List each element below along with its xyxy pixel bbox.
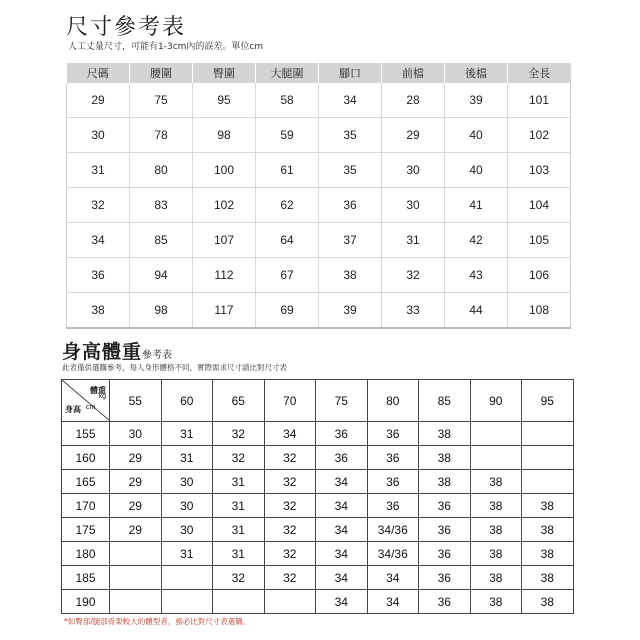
size-recommendation-cell: 32: [264, 566, 316, 590]
size-recommendation-cell: 36: [316, 422, 368, 446]
size-chart-cell: 62: [256, 188, 319, 223]
size-recommendation-cell: 34: [316, 494, 368, 518]
size-recommendation-cell: 32: [264, 542, 316, 566]
size-recommendation-cell: 32: [264, 494, 316, 518]
size-chart-cell: 31: [67, 153, 130, 188]
body-chart-row: [62, 470, 574, 494]
size-recommendation-cell: 32: [264, 518, 316, 542]
size-recommendation-cell: 34: [316, 566, 368, 590]
size-chart-cell: 28: [382, 83, 445, 118]
size-recommendation-cell: 36: [419, 518, 471, 542]
size-recommendation-cell: 36: [367, 494, 419, 518]
size-chart-cell: 32: [67, 188, 130, 223]
size-recommendation-cell: [522, 422, 574, 446]
size-recommendation-cell: 34: [316, 518, 368, 542]
size-chart-cell: 39: [445, 83, 508, 118]
size-chart-cell: 40: [445, 153, 508, 188]
size-chart-cell: 105: [508, 223, 571, 258]
size-recommendation-cell: [470, 422, 522, 446]
size-recommendation-cell: 36: [419, 590, 471, 614]
size-chart-cell: 39: [319, 293, 382, 329]
size-recommendation-cell: 36: [419, 566, 471, 590]
size-chart-row: [67, 83, 571, 118]
weight-header-cell: 80: [367, 380, 419, 422]
size-recommendation-cell: 38: [470, 494, 522, 518]
height-label-cell: 155: [62, 422, 110, 446]
size-chart-cell: 42: [445, 223, 508, 258]
size-chart-cell: 29: [382, 118, 445, 153]
size-recommendation-cell: 36: [316, 446, 368, 470]
size-chart-header-cell: 後檔: [445, 63, 508, 83]
size-chart-header-row: [67, 63, 571, 83]
size-recommendation-cell: 29: [110, 494, 162, 518]
size-recommendation-cell: [110, 590, 162, 614]
size-recommendation-cell: 31: [213, 494, 265, 518]
size-recommendation-cell: 38: [470, 590, 522, 614]
size-chart-header-cell: 前檔: [382, 63, 445, 83]
height-label-cell: 190: [62, 590, 110, 614]
height-label-cell: 175: [62, 518, 110, 542]
weight-header-cell: 65: [213, 380, 265, 422]
size-chart-cell: 104: [508, 188, 571, 223]
size-recommendation-cell: 38: [522, 590, 574, 614]
size-recommendation-cell: 31: [161, 422, 213, 446]
size-recommendation-cell: [470, 446, 522, 470]
body-chart-title-main: 身高體重: [62, 341, 143, 363]
size-chart-header-cell: 腰圍: [130, 63, 193, 83]
size-chart-cell: 38: [67, 293, 130, 329]
body-chart-row: [62, 542, 574, 566]
size-recommendation-cell: 38: [522, 494, 574, 518]
height-label: 身高: [65, 405, 81, 414]
size-chart-cell: 30: [382, 188, 445, 223]
size-chart-cell: 98: [130, 293, 193, 329]
size-chart-cell: 37: [319, 223, 382, 258]
size-recommendation-cell: 34: [264, 422, 316, 446]
size-recommendation-cell: [213, 590, 265, 614]
size-recommendation-cell: 32: [264, 470, 316, 494]
size-chart-cell: 117: [193, 293, 256, 329]
size-chart-cell: 69: [256, 293, 319, 329]
body-chart-row: [62, 590, 574, 614]
weight-header-cell: 55: [110, 380, 162, 422]
body-chart-title: [62, 337, 172, 364]
size-chart-header-cell: 腳口: [319, 63, 382, 83]
size-recommendation-cell: 36: [419, 542, 471, 566]
body-chart-row: [62, 422, 574, 446]
size-recommendation-cell: 31: [161, 542, 213, 566]
size-chart-cell: 30: [67, 118, 130, 153]
size-chart-cell: 32: [382, 258, 445, 293]
size-recommendation-cell: 38: [522, 542, 574, 566]
size-recommendation-cell: 38: [419, 422, 471, 446]
size-chart-cell: 75: [130, 83, 193, 118]
height-label-cell: 180: [62, 542, 110, 566]
body-chart-row: [62, 518, 574, 542]
size-recommendation-cell: [264, 590, 316, 614]
size-chart-cell: 112: [193, 258, 256, 293]
size-recommendation-cell: [522, 446, 574, 470]
size-chart-cell: 100: [193, 153, 256, 188]
size-chart-cell: 102: [193, 188, 256, 223]
size-chart-cell: 85: [130, 223, 193, 258]
size-chart-row: [67, 223, 571, 258]
size-recommendation-cell: [161, 590, 213, 614]
size-chart-cell: 107: [193, 223, 256, 258]
size-recommendation-cell: 29: [110, 446, 162, 470]
size-recommendation-cell: 34/36: [367, 518, 419, 542]
size-chart-header-cell: 大腿圍: [256, 63, 319, 83]
size-recommendation-cell: 36: [367, 470, 419, 494]
size-recommendation-cell: 36: [367, 422, 419, 446]
size-chart-cell: 94: [130, 258, 193, 293]
size-recommendation-cell: [161, 566, 213, 590]
size-recommendation-cell: 36: [367, 446, 419, 470]
size-chart-row: [67, 188, 571, 223]
size-recommendation-cell: [110, 566, 162, 590]
size-recommendation-cell: 30: [161, 494, 213, 518]
weight-header-cell: 85: [419, 380, 471, 422]
size-recommendation-cell: 34: [316, 590, 368, 614]
size-chart-cell: 67: [256, 258, 319, 293]
size-recommendation-cell: 29: [110, 518, 162, 542]
size-chart-cell: 31: [382, 223, 445, 258]
body-chart-corner-cell: [62, 380, 110, 422]
size-chart-header-cell: 臀圍: [193, 63, 256, 83]
size-chart-cell: 35: [319, 153, 382, 188]
size-chart-row: [67, 293, 571, 329]
size-recommendation-cell: 31: [213, 518, 265, 542]
size-recommendation-cell: 30: [161, 470, 213, 494]
size-recommendation-cell: 36: [419, 494, 471, 518]
size-recommendation-cell: 34: [316, 542, 368, 566]
size-recommendation-cell: 30: [110, 422, 162, 446]
size-chart-cell: 34: [67, 223, 130, 258]
weight-unit: kg: [98, 393, 106, 400]
size-recommendation-cell: 31: [213, 542, 265, 566]
height-label-cell: 170: [62, 494, 110, 518]
weight-header-cell: 95: [522, 380, 574, 422]
size-chart-cell: 40: [445, 118, 508, 153]
body-chart-header-row: [62, 380, 574, 422]
body-chart-row: [62, 494, 574, 518]
size-recommendation-cell: 34: [367, 590, 419, 614]
size-chart-header-cell: 尺碼: [67, 63, 130, 83]
size-chart-cell: 106: [508, 258, 571, 293]
size-chart-cell: 64: [256, 223, 319, 258]
size-chart-cell: 41: [445, 188, 508, 223]
weight-header-cell: 70: [264, 380, 316, 422]
size-chart-cell: 36: [67, 258, 130, 293]
size-recommendation-cell: 38: [419, 446, 471, 470]
size-recommendation-cell: 31: [161, 446, 213, 470]
size-chart-cell: 95: [193, 83, 256, 118]
size-chart-cell: 101: [508, 83, 571, 118]
size-recommendation-cell: 30: [161, 518, 213, 542]
size-chart-title: 尺寸參考表: [66, 15, 187, 40]
size-chart-cell: 102: [508, 118, 571, 153]
height-unit: cm: [86, 404, 96, 411]
size-chart-cell: 103: [508, 153, 571, 188]
size-recommendation-cell: [522, 470, 574, 494]
size-recommendation-cell: 38: [419, 470, 471, 494]
size-chart-cell: 35: [319, 118, 382, 153]
size-recommendation-cell: 31: [213, 470, 265, 494]
height-label-cell: 165: [62, 470, 110, 494]
size-chart-cell: 61: [256, 153, 319, 188]
size-chart-cell: 98: [193, 118, 256, 153]
body-chart-footnote: *如臀部/腿部骨架較大的體型者，務必比對尺寸表選購。: [64, 617, 251, 626]
body-chart-table: [61, 379, 574, 614]
size-recommendation-cell: 34/36: [367, 542, 419, 566]
size-recommendation-cell: 38: [470, 542, 522, 566]
size-chart-cell: 80: [130, 153, 193, 188]
size-recommendation-cell: 32: [213, 422, 265, 446]
size-chart-cell: 59: [256, 118, 319, 153]
weight-header-cell: 60: [161, 380, 213, 422]
size-recommendation-cell: 32: [264, 446, 316, 470]
height-label-cell: 185: [62, 566, 110, 590]
size-chart-cell: 30: [382, 153, 445, 188]
size-recommendation-cell: 38: [522, 518, 574, 542]
body-chart-title-suffix: 參考表: [142, 350, 173, 361]
body-chart-row: [62, 566, 574, 590]
size-chart-cell: 108: [508, 293, 571, 329]
size-chart-row: [67, 153, 571, 188]
size-chart-header-cell: 全長: [508, 63, 571, 83]
size-recommendation-cell: 34: [316, 470, 368, 494]
size-chart-subtitle: 人工丈量尺寸，可能有1-3cm內的誤差。單位cm: [68, 42, 264, 52]
weight-label: 體重: [90, 386, 106, 395]
size-recommendation-cell: 38: [522, 566, 574, 590]
size-chart-cell: 58: [256, 83, 319, 118]
size-recommendation-cell: 38: [470, 518, 522, 542]
size-recommendation-cell: 34: [367, 566, 419, 590]
size-chart-cell: 78: [130, 118, 193, 153]
size-chart-table: [66, 63, 571, 329]
body-chart-subtitle: 此表僅供選購參考，每人身形體格不同，實際需求尺寸請比對尺寸表: [62, 363, 287, 372]
size-recommendation-cell: 29: [110, 470, 162, 494]
size-chart-cell: 38: [319, 258, 382, 293]
size-recommendation-cell: 32: [213, 566, 265, 590]
weight-header-cell: 75: [316, 380, 368, 422]
size-chart-cell: 43: [445, 258, 508, 293]
size-recommendation-cell: [110, 542, 162, 566]
size-recommendation-cell: 38: [470, 566, 522, 590]
size-recommendation-cell: 32: [213, 446, 265, 470]
size-recommendation-cell: 38: [470, 470, 522, 494]
height-label-cell: 160: [62, 446, 110, 470]
size-chart-cell: 33: [382, 293, 445, 329]
size-chart-row: [67, 118, 571, 153]
size-chart-cell: 36: [319, 188, 382, 223]
body-chart-row: [62, 446, 574, 470]
size-chart-cell: 29: [67, 83, 130, 118]
size-chart-cell: 44: [445, 293, 508, 329]
size-chart-row: [67, 258, 571, 293]
size-chart-cell: 34: [319, 83, 382, 118]
size-chart-cell: 83: [130, 188, 193, 223]
weight-header-cell: 90: [470, 380, 522, 422]
